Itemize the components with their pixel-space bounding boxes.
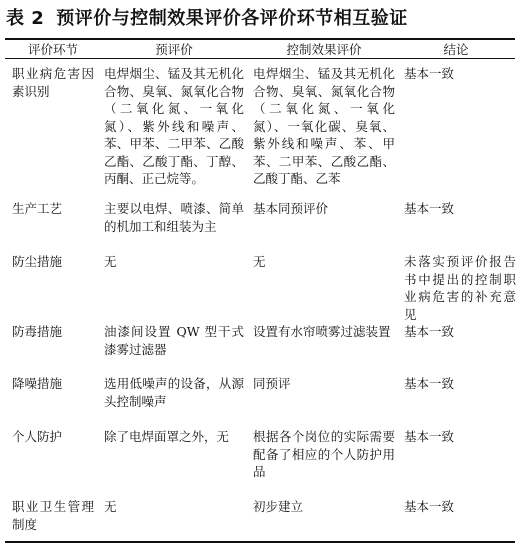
cell-stage: 防毒措施 xyxy=(12,324,63,339)
cell-stage: 降噪措施 xyxy=(12,376,63,391)
cell-pre-evaluation: 选用低噪声的设备，从源头控制噪声 xyxy=(104,376,244,409)
cell-stage: 职业卫生管理制度 xyxy=(12,499,94,532)
cell-conclusion: 基本一致 xyxy=(404,324,455,339)
cell-pre-evaluation: 电焊烟尘、锰及其无机化合物、臭氧、氮氧化合物（二氧化氮、一氧化氮）、紫外线和噪声、苯、甲苯、二甲苯、乙酸乙酯、乙酸丁酯、丁醇、丙酮、正己烷等。 xyxy=(104,66,244,186)
cell-control-evaluation: 设置有水帘喷雾过滤装置 xyxy=(253,324,391,339)
cell-conclusion: 基本一致 xyxy=(404,499,455,514)
cell-pre-evaluation: 无 xyxy=(104,254,117,269)
cell-stage: 生产工艺 xyxy=(12,201,63,216)
cell-stage: 防尘措施 xyxy=(12,254,63,269)
bottom-rule xyxy=(5,541,515,543)
table-title xyxy=(6,6,518,32)
table-caption: 预评价与控制效果评价各评价环节相互验证 xyxy=(56,8,408,29)
cell-conclusion: 基本一致 xyxy=(404,66,455,81)
cell-control-evaluation: 无 xyxy=(253,254,266,269)
column-header-control-evaluation: 控制效果评价 xyxy=(286,42,362,57)
column-header-conclusion: 结论 xyxy=(443,42,469,57)
cell-control-evaluation: 初步建立 xyxy=(253,499,304,514)
table-number: 表 2 xyxy=(6,8,45,29)
cell-conclusion: 基本一致 xyxy=(404,201,455,216)
cell-conclusion: 基本一致 xyxy=(404,429,455,444)
cell-control-evaluation: 根据各个岗位的实际需要配备了相应的个人防护用品 xyxy=(253,429,395,479)
cell-control-evaluation: 电焊烟尘、锰及其无机化合物、臭氧、氮氧化合物（二氧化氮、一氧化氮）、一氧化碳、臭氧、紫外线和噪声、苯、甲苯、二甲苯、乙酸乙酯、乙酸丁酯、乙苯 xyxy=(253,66,395,186)
cell-conclusion: 基本一致 xyxy=(404,376,455,391)
cell-pre-evaluation: 油漆间设置 QW 型干式漆雾过滤器 xyxy=(104,324,244,357)
cell-stage: 职业病危害因素识别 xyxy=(12,66,94,99)
cell-control-evaluation: 同预评 xyxy=(253,376,291,391)
header-rule xyxy=(5,58,515,59)
top-rule xyxy=(5,38,515,40)
cell-pre-evaluation: 无 xyxy=(104,499,117,514)
cell-stage: 个人防护 xyxy=(12,429,63,444)
cell-pre-evaluation: 主要以电焊、喷漆、简单的机加工和组装为主 xyxy=(104,201,244,234)
cell-control-evaluation: 基本同预评价 xyxy=(253,201,329,216)
cell-conclusion: 未落实预评价报告书中提出的控制职业病危害的补充意见 xyxy=(404,254,516,322)
column-header-pre-evaluation: 预评价 xyxy=(155,42,193,57)
column-header-stage: 评价环节 xyxy=(27,42,78,57)
cell-pre-evaluation: 除了电焊面罩之外，无 xyxy=(104,429,230,444)
